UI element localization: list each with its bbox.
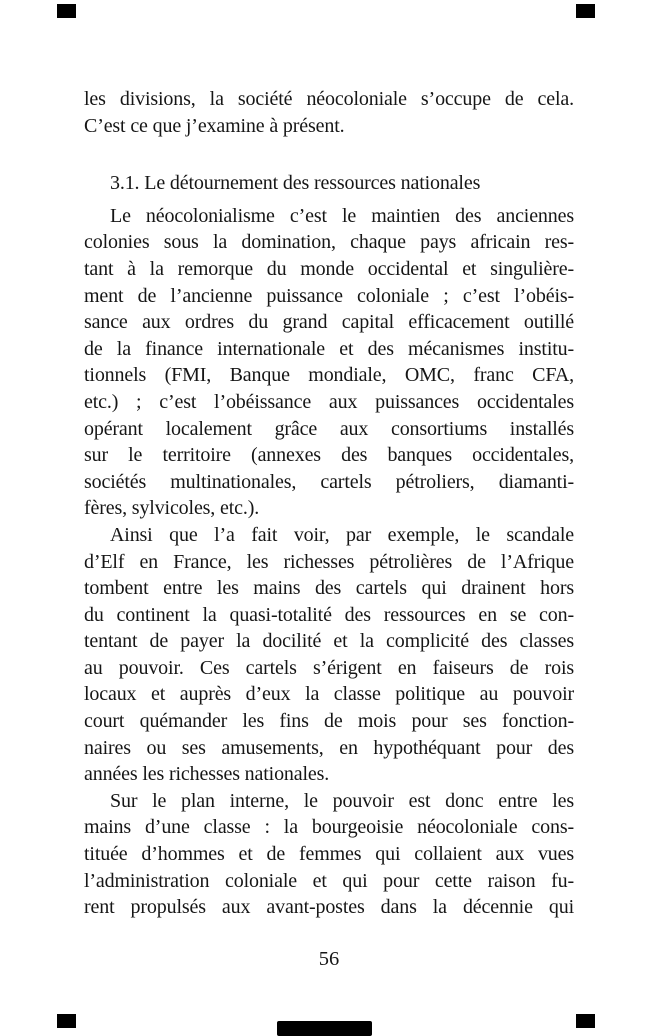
text-line: sociétés multinationales, cartels pétroliers, diamanti- xyxy=(84,470,574,493)
text-line: 3.1. Le détournement des ressources nationales xyxy=(110,172,481,195)
text-line: au pouvoir. Ces cartels s’érigent en faiseurs de rois xyxy=(84,656,574,679)
text-line: ment de l’ancienne puissance coloniale ; c’est l’obéis- xyxy=(84,284,574,307)
text-line: l’administration coloniale et qui pour cette raison fu- xyxy=(84,869,574,892)
text-line: naires ou ses amusements, en hypothéquant pour des xyxy=(84,736,574,759)
text-line: opérant localement grâce aux consortiums installés xyxy=(84,417,574,440)
text-line: tituée d’hommes et de femmes qui collaient aux vues xyxy=(84,843,574,866)
paragraph-plan-interne xyxy=(84,788,574,921)
text-line: etc.) ; c’est l’obéissance aux puissances occidentales xyxy=(84,390,574,413)
text-line: colonies sous la domination, chaque pays africain res- xyxy=(84,231,574,254)
scan-mark-bottom-left xyxy=(57,1014,76,1028)
paragraph-scandale-elf xyxy=(84,522,574,788)
text-line: les divisions, la société néocoloniale s’occupe de cela. xyxy=(84,88,574,110)
text-line: années les richesses nationales. xyxy=(84,763,330,786)
text-line: Le néocolonialisme c’est le maintien des anciennes xyxy=(110,204,574,227)
page-number: 56 xyxy=(318,947,340,970)
text-line: tentant de payer la docilité et la complicité des classes xyxy=(84,630,574,653)
paragraph-intro-continuation xyxy=(84,86,574,139)
text-line: court quémander les fins de mois pour ses fonction- xyxy=(84,710,574,733)
scan-mark-bottom-bar xyxy=(277,1021,372,1036)
text-line: sur le territoire (annexes des banques occidentales, xyxy=(84,444,574,467)
paragraph-neocolonialisme xyxy=(84,203,574,522)
scan-mark-top-left xyxy=(57,4,76,18)
text-line: C’est ce que j’examine à présent. xyxy=(84,114,345,137)
text-line: locaux et auprès d’eux la classe politique au pouvoir xyxy=(84,683,574,706)
text-line: tombent entre les mains des cartels qui drainent hors xyxy=(84,577,574,600)
text-line: fères, sylvicoles, etc.). xyxy=(84,497,260,520)
text-line: du continent la quasi-totalité des ressources en se con- xyxy=(84,603,574,626)
text-block xyxy=(84,86,574,971)
paragraphs-container xyxy=(84,86,574,921)
section-heading-3-1 xyxy=(84,170,574,197)
scan-mark-bottom-right xyxy=(576,1014,595,1028)
text-line: de la finance internationale et des mécanismes institu- xyxy=(84,337,574,360)
text-line: tant à la remorque du monde occidental et singulière- xyxy=(84,257,574,280)
text-line: mains d’une classe : la bourgeoisie néocoloniale cons- xyxy=(84,816,574,839)
text-line: Sur le plan interne, le pouvoir est donc entre les xyxy=(110,789,574,812)
text-line: tionnels (FMI, Banque mondiale, OMC, franc CFA, xyxy=(84,364,574,387)
scan-mark-top-right xyxy=(576,4,595,18)
text-line: d’Elf en France, les richesses pétrolières de l’Afrique xyxy=(84,550,574,573)
text-line: Ainsi que l’a fait voir, par exemple, le scandale xyxy=(110,523,574,546)
text-line: sance aux ordres du grand capital efficacement outillé xyxy=(84,311,574,334)
text-line: rent propulsés aux avant-postes dans la décennie qui xyxy=(84,896,574,919)
